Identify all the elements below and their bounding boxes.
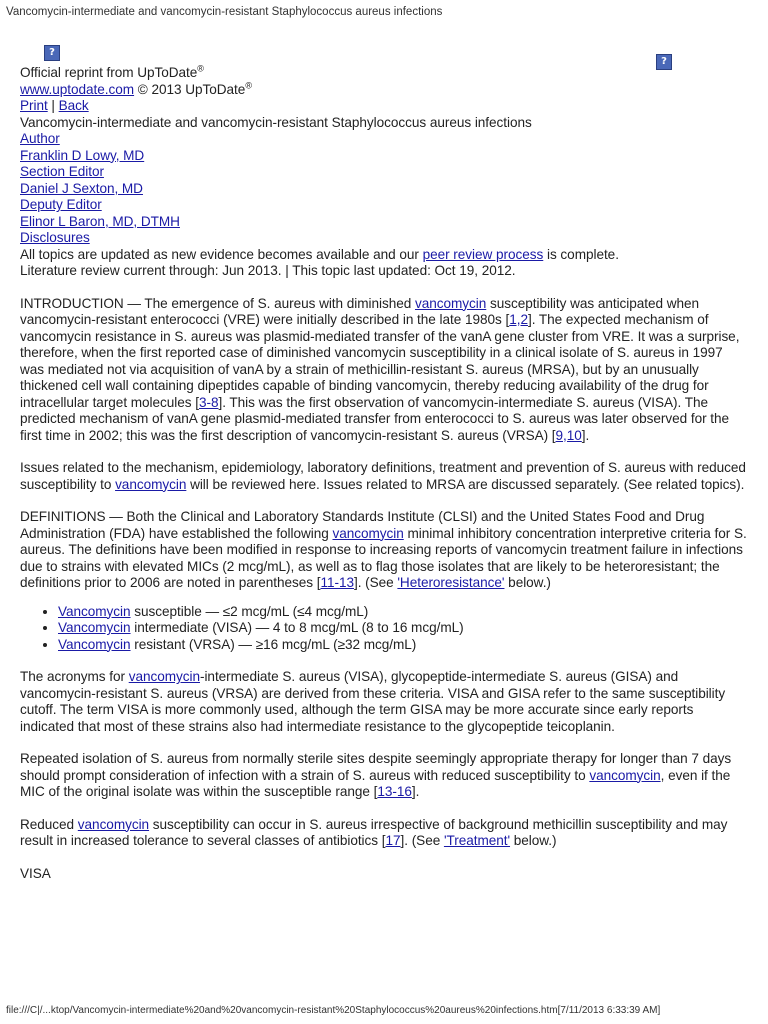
vancomycin-link[interactable]: vancomycin [589,767,661,783]
vancomycin-link[interactable]: Vancomycin [58,636,131,652]
back-link[interactable]: Back [58,98,89,113]
reduced-susceptibility-paragraph: Reduced vancomycin susceptibility can occur in S. aureus irrespective of background methicillin susceptibility and may result in increased tolerance to several classes of antibiotics [17]. (See 'Treatment' below.) [20,816,728,848]
peer-review-link[interactable]: peer review process [422,246,544,262]
vancomycin-link[interactable]: Vancomycin [58,603,131,619]
reference-link[interactable]: 13-16 [377,784,412,799]
heteroresistance-link[interactable]: 'Heteroresistance' [397,575,505,590]
section-editor-name-link[interactable]: Daniel J Sexton, MD [20,180,143,196]
deputy-editor-link[interactable]: Deputy Editor [20,197,102,212]
vancomycin-link[interactable]: vancomycin [77,816,150,832]
print-footer-path: file:///C|/...ktop/Vancomycin-intermediate%20and%20vancomycin-resistant%20Staphylococcus%20aureus%20infections.htm[7/11/2013 6:33:39 AM] [6,1005,661,1016]
treatment-link[interactable]: 'Treatment' [443,833,511,848]
print-link[interactable]: Print [20,98,48,113]
reference-link[interactable]: 11-13 [320,575,354,590]
vancomycin-link[interactable]: vancomycin [332,525,404,541]
deputy-editor-name-link[interactable]: Elinor L Baron, MD, DTMH [20,213,180,229]
topic-title: Vancomycin-intermediate and vancomycin-resistant Staphylococcus aureus infections [20,114,532,130]
nav-links: Print | Back [20,98,89,113]
list-item: • Vancomycin susceptible — ≤2 mcg/mL (≤4 mcg/mL) [58,604,750,621]
site-line: www.uptodate.com © 2013 UpToDate® [20,79,252,97]
author-name-link[interactable]: Franklin D Lowy, MD [20,147,145,163]
vancomycin-link[interactable]: vancomycin [128,669,200,684]
author-link[interactable]: Author [20,131,60,146]
acronyms-paragraph: The acronyms for vancomycin-intermediate S. aureus (VISA), glycopeptide-intermediate S. aureus (GISA) and vancomycin-resistant S. aureus (VRSA) are derived from these criteria. VISA and GISA refer to the same susceptibility cutoff. The term VISA is more commonly used, although the term GISA may be more accurate since early reports indicated that most of these strains also had intermediate resistance to the glycopeptide teicoplanin. [20,669,726,734]
article-body [20,65,750,882]
definitions-paragraph: DEFINITIONS — Both the Clinical and Laboratory Standards Institute (CLSI) and the United States Food and Drug Administration (FDA) have established the following vancomycin minimal inhibitory concentration interpretive criteria for S. aureus. The definitions have been modified in response to increasing reports of vancomycin treatment failure in infections due to strains with elevated MICs (2 mcg/mL), as well as to flag those isolates that are likely to be heteroresistant; the definitions prior to 2006 are noted in parentheses [11-13]. (See 'Heteroresistance' below.) [20,509,747,590]
introduction-paragraph: INTRODUCTION — The emergence of S. aureus with diminished vancomycin susceptibility was anticipated when vancomycin-resistant enterococci (VRE) were initially described in the late 1980s [1,2]. The expected mechanism of vancomycin resistance in S. aureus was plasmid-mediated transfer of the vanA gene cluster from VRE. It was a surprise, therefore, when the first reported case of diminished vancomycin susceptibility in a clinical isolate of S. aureus in 1997 was mediated not via acquisition of vanA by a strain of methicillin-resistant S. aureus (MRSA), but by an unusually thickened cell wall containing dipeptides capable of binding vancomycin, thereby reducing availability of the drug for intracellular target molecules [3-8]. This was the first observation of vancomycin-intermediate S. aureus (VISA). The predicted mechanism of vanA gene plasmid-mediated transfer from enterococci to S. aureus was later observed for the first time in 2002; this was the first description of vancomycin-resistant S. aureus (VRSA) [9,10]. [20,295,740,443]
section-heading-visa: VISA [20,865,51,881]
update-note: All topics are updated as new evidence becomes available and our peer review process is complete. [20,246,619,262]
list-item: • Vancomycin resistant (VRSA) — ≥16 mcg/mL (≥32 mcg/mL) [58,637,750,654]
issues-paragraph: Issues related to the mechanism, epidemiology, laboratory definitions, treatment and prevention of S. aureus with reduced susceptibility to vancomycin will be reviewed here. Issues related to MRSA are discussed separately. (See related topics). [20,460,746,492]
review-dates: Literature review current through: Jun 2013. | This topic last updated: Oct 19, 2012. [20,263,516,278]
reference-link[interactable]: 9,10 [555,427,582,443]
criteria-list [20,604,750,654]
reference-link[interactable]: 17 [385,833,401,848]
print-header-title: Vancomycin-intermediate and vancomycin-resistant Staphylococcus aureus infections [6,6,443,18]
repeated-isolation-paragraph: Repeated isolation of S. aureus from normally sterile sites despite seemingly appropriate therapy for longer than 7 days should prompt consideration of infection with a strain of S. aureus with reduced susceptibility to vancomycin, even if the MIC of the original isolate was within the susceptible range [13-16]. [20,751,732,799]
section-editor-link[interactable]: Section Editor [20,164,104,179]
vancomycin-link[interactable]: vancomycin [115,476,187,492]
disclosures-link[interactable]: Disclosures [20,230,90,245]
reference-link[interactable]: 1,2 [509,312,528,327]
reference-link[interactable]: 3-8 [198,394,219,410]
uptodate-site-link[interactable]: www.uptodate.com [20,81,135,97]
help-icon[interactable]: ? [44,45,60,61]
vancomycin-link[interactable]: vancomycin [414,295,487,311]
vancomycin-link[interactable]: Vancomycin [58,620,131,635]
help-icon[interactable]: ? [656,54,672,70]
list-item: • Vancomycin intermediate (VISA) — 4 to 8 mcg/mL (8 to 16 mcg/mL) [58,620,750,637]
reprint-line: Official reprint from UpToDate® [20,63,204,80]
